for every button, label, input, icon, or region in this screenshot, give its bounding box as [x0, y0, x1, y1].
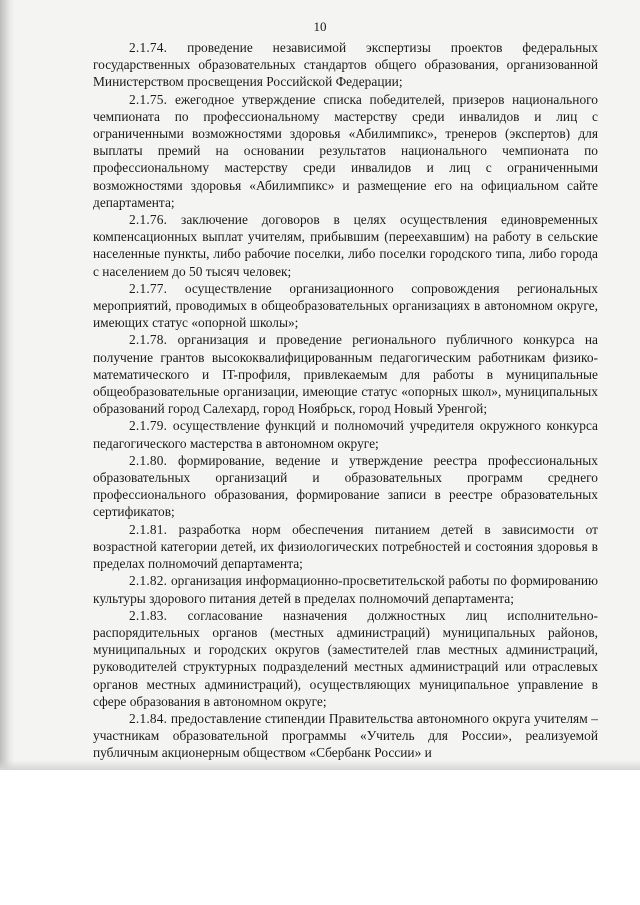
clause-2-1-79 [93, 417, 598, 451]
clause-2-1-77 [93, 280, 598, 332]
clause-number: 2.1.76. [129, 212, 168, 228]
clause-number: 2.1.77. [129, 280, 168, 296]
clause-text: заключение договоров в целях осуществления единовременных компенсационных выплат учителям, прибывшим (переехавшим) на работу в сельские населенные пункты, либо рабочие поселки, либо поселки городского типа, либо города с населением до 50 тысяч человек; [93, 212, 598, 279]
clause-text: осуществление организационного сопровождения региональных мероприятий, проводимых в общеобразовательных организациях в автономном округе, имеющих статус «опорной школы»; [93, 280, 598, 331]
clause-text: предоставление стипендии Правительства автономного округа учителям – участникам образовательной программы «Учитель для России», реализуемой публичным акционерным обществом «Сбербанк России» и [93, 710, 598, 761]
clause-2-1-74 [93, 39, 598, 91]
clause-number: 2.1.81. [129, 521, 168, 537]
clause-number: 2.1.78. [129, 332, 168, 348]
clause-2-1-80 [93, 452, 598, 521]
clause-number: 2.1.79. [129, 418, 168, 434]
clause-text: согласование назначения должностных лиц исполнительно-распорядительных органов (местных администраций) муниципальных районов, муниципальных и городских округов (заместителей глав местных администраций, руководителей структурных подразделений местных администраций или отраслевых органов местных администраций), осуществляющих муниципальное управление в сфере образования в автономном округе; [93, 607, 598, 709]
clause-text: организация и проведение регионального публичного конкурса на получение грантов высококвалифицированным педагогическим работникам физико-математического и IT-профиля, привлекаемым для работы в муниципальные общеобразовательные организации, имеющие статус «опорных школ», муниципальных образований город Салехард, город Ноябрьск, город Новый Уренгой; [93, 332, 598, 417]
clause-number: 2.1.84. [129, 710, 168, 726]
clause-2-1-83 [93, 607, 598, 710]
clause-text: осуществление функций и полномочий учредителя окружного конкурса педагогического мастерства в автономном округе; [93, 418, 598, 451]
clause-2-1-82 [93, 572, 598, 606]
clause-2-1-75 [93, 91, 598, 211]
clause-text: ежегодное утверждение списка победителей, призеров национального чемпионата по профессиональному мастерству среди инвалидов и лиц с ограниченными возможностями здоровья «Абилимпикс», тренеров (экспертов) для выплаты премий на основании результатов национального чемпионата по профессиональному мастерству среди инвалидов и лиц с ограниченными возможностями здоровья «Абилимпикс» и размещение его на официальном сайте департамента; [93, 91, 598, 210]
clause-text: разработка норм обеспечения питанием детей в зависимости от возрастной категории детей, их физиологических потребностей и состояния здоровья в пределах полномочий департамента; [93, 521, 598, 572]
page-number: 10 [313, 19, 327, 34]
scan-shadow-left [0, 0, 14, 770]
clause-2-1-81 [93, 521, 598, 573]
clause-2-1-84 [93, 710, 598, 762]
clause-number: 2.1.83. [129, 607, 168, 623]
document-body [93, 39, 598, 762]
clause-2-1-78 [93, 331, 598, 417]
clause-number: 2.1.82. [129, 573, 168, 589]
clause-2-1-76 [93, 211, 598, 280]
clause-number: 2.1.75. [129, 91, 168, 107]
clause-text: формирование, ведение и утверждение реестра профессиональных образовательных организаций и образовательных программ среднего профессионального образования, формирование записи в реестре образовательных сертификатов; [93, 452, 598, 520]
clause-text: организация информационно-просветительской работы по формированию культуры здорового питания детей в пределах полномочий департамента; [93, 573, 598, 606]
clause-number: 2.1.80. [129, 452, 168, 468]
clause-text: проведение независимой экспертизы проектов федеральных государственных образовательных стандартов общего образования, организованной Министерством просвещения Российской Федерации; [93, 40, 598, 90]
clause-number: 2.1.74. [129, 40, 168, 55]
